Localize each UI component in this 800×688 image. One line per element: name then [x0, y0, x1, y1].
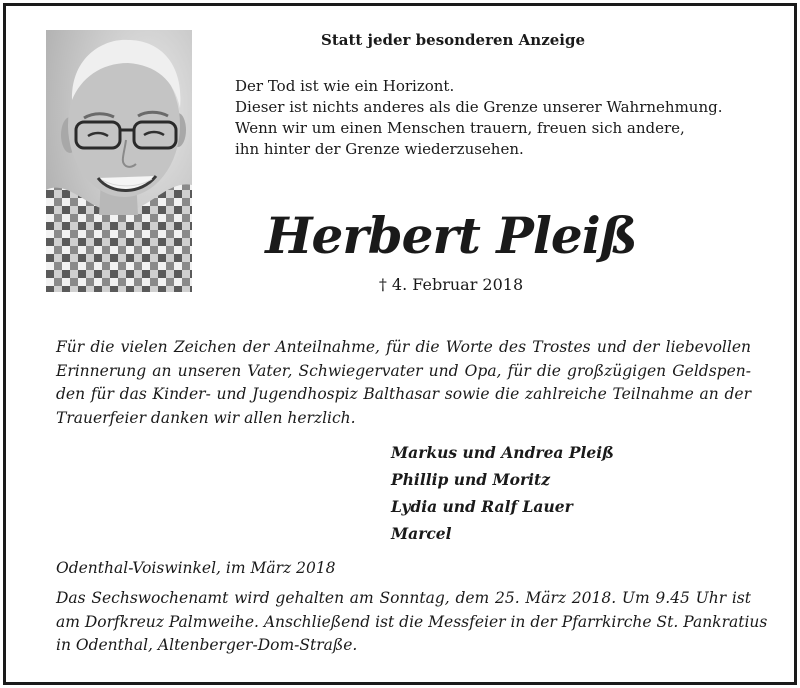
headline: Statt jeder besonderen Anzeige [320, 31, 586, 49]
service-notice [56, 587, 768, 658]
thanks-line: den für das Kinder- und Jugendhospiz Balthasar sowie die zahlreiche Teilnahme an der [56, 385, 751, 403]
family-name: Lydia und Ralf Lauer [391, 497, 573, 516]
family-name: Phillip und Moritz [391, 470, 550, 489]
notice-line: am Dorfkreuz Palmweihe. Anschließend ist die Messfeier in der Pfarrkirche St. Pankratius [56, 612, 768, 631]
family-name: Marcel [391, 524, 452, 543]
thanks-line: Erinnerung an unseren Vater, Schwiegervater und Opa, für die großzügigen Geldspen- [56, 361, 751, 380]
quote-line: Wenn wir um einen Menschen trauern, freuen sich andere, [235, 119, 685, 137]
notice-line: in Odenthal, Altenberger-Dom-Straße. [56, 636, 358, 654]
thanks-line: Trauerfeier danken wir allen herzlich. [56, 408, 356, 427]
place-date: Odenthal-Voiswinkel, im März 2018 [56, 559, 336, 577]
obituary-frame [3, 3, 797, 685]
family-name: Markus und Andrea Pleiß [391, 443, 614, 462]
quote-block [235, 76, 755, 160]
thanks-line: Für die vielen Zeichen der Anteilnahme, für die Worte des Trostes und der liebevollen [56, 338, 751, 356]
notice-line: Das Sechswochenamt wird gehalten am Sonntag, dem 25. März 2018. Um 9.45 Uhr ist [56, 589, 751, 607]
quote-line: Der Tod ist wie ein Horizont. [235, 77, 455, 95]
quote-line: Dieser ist nichts anderes als die Grenze unserer Wahrnehmung. [235, 98, 723, 116]
quote-line: ihn hinter der Grenze wiederzusehen. [235, 140, 524, 158]
deceased-name: Herbert Pleiß [265, 206, 637, 265]
portrait-photo [46, 30, 192, 292]
thanks-text [56, 336, 751, 430]
death-date: † 4. Februar 2018 [378, 275, 524, 294]
family-signatures [391, 439, 691, 547]
